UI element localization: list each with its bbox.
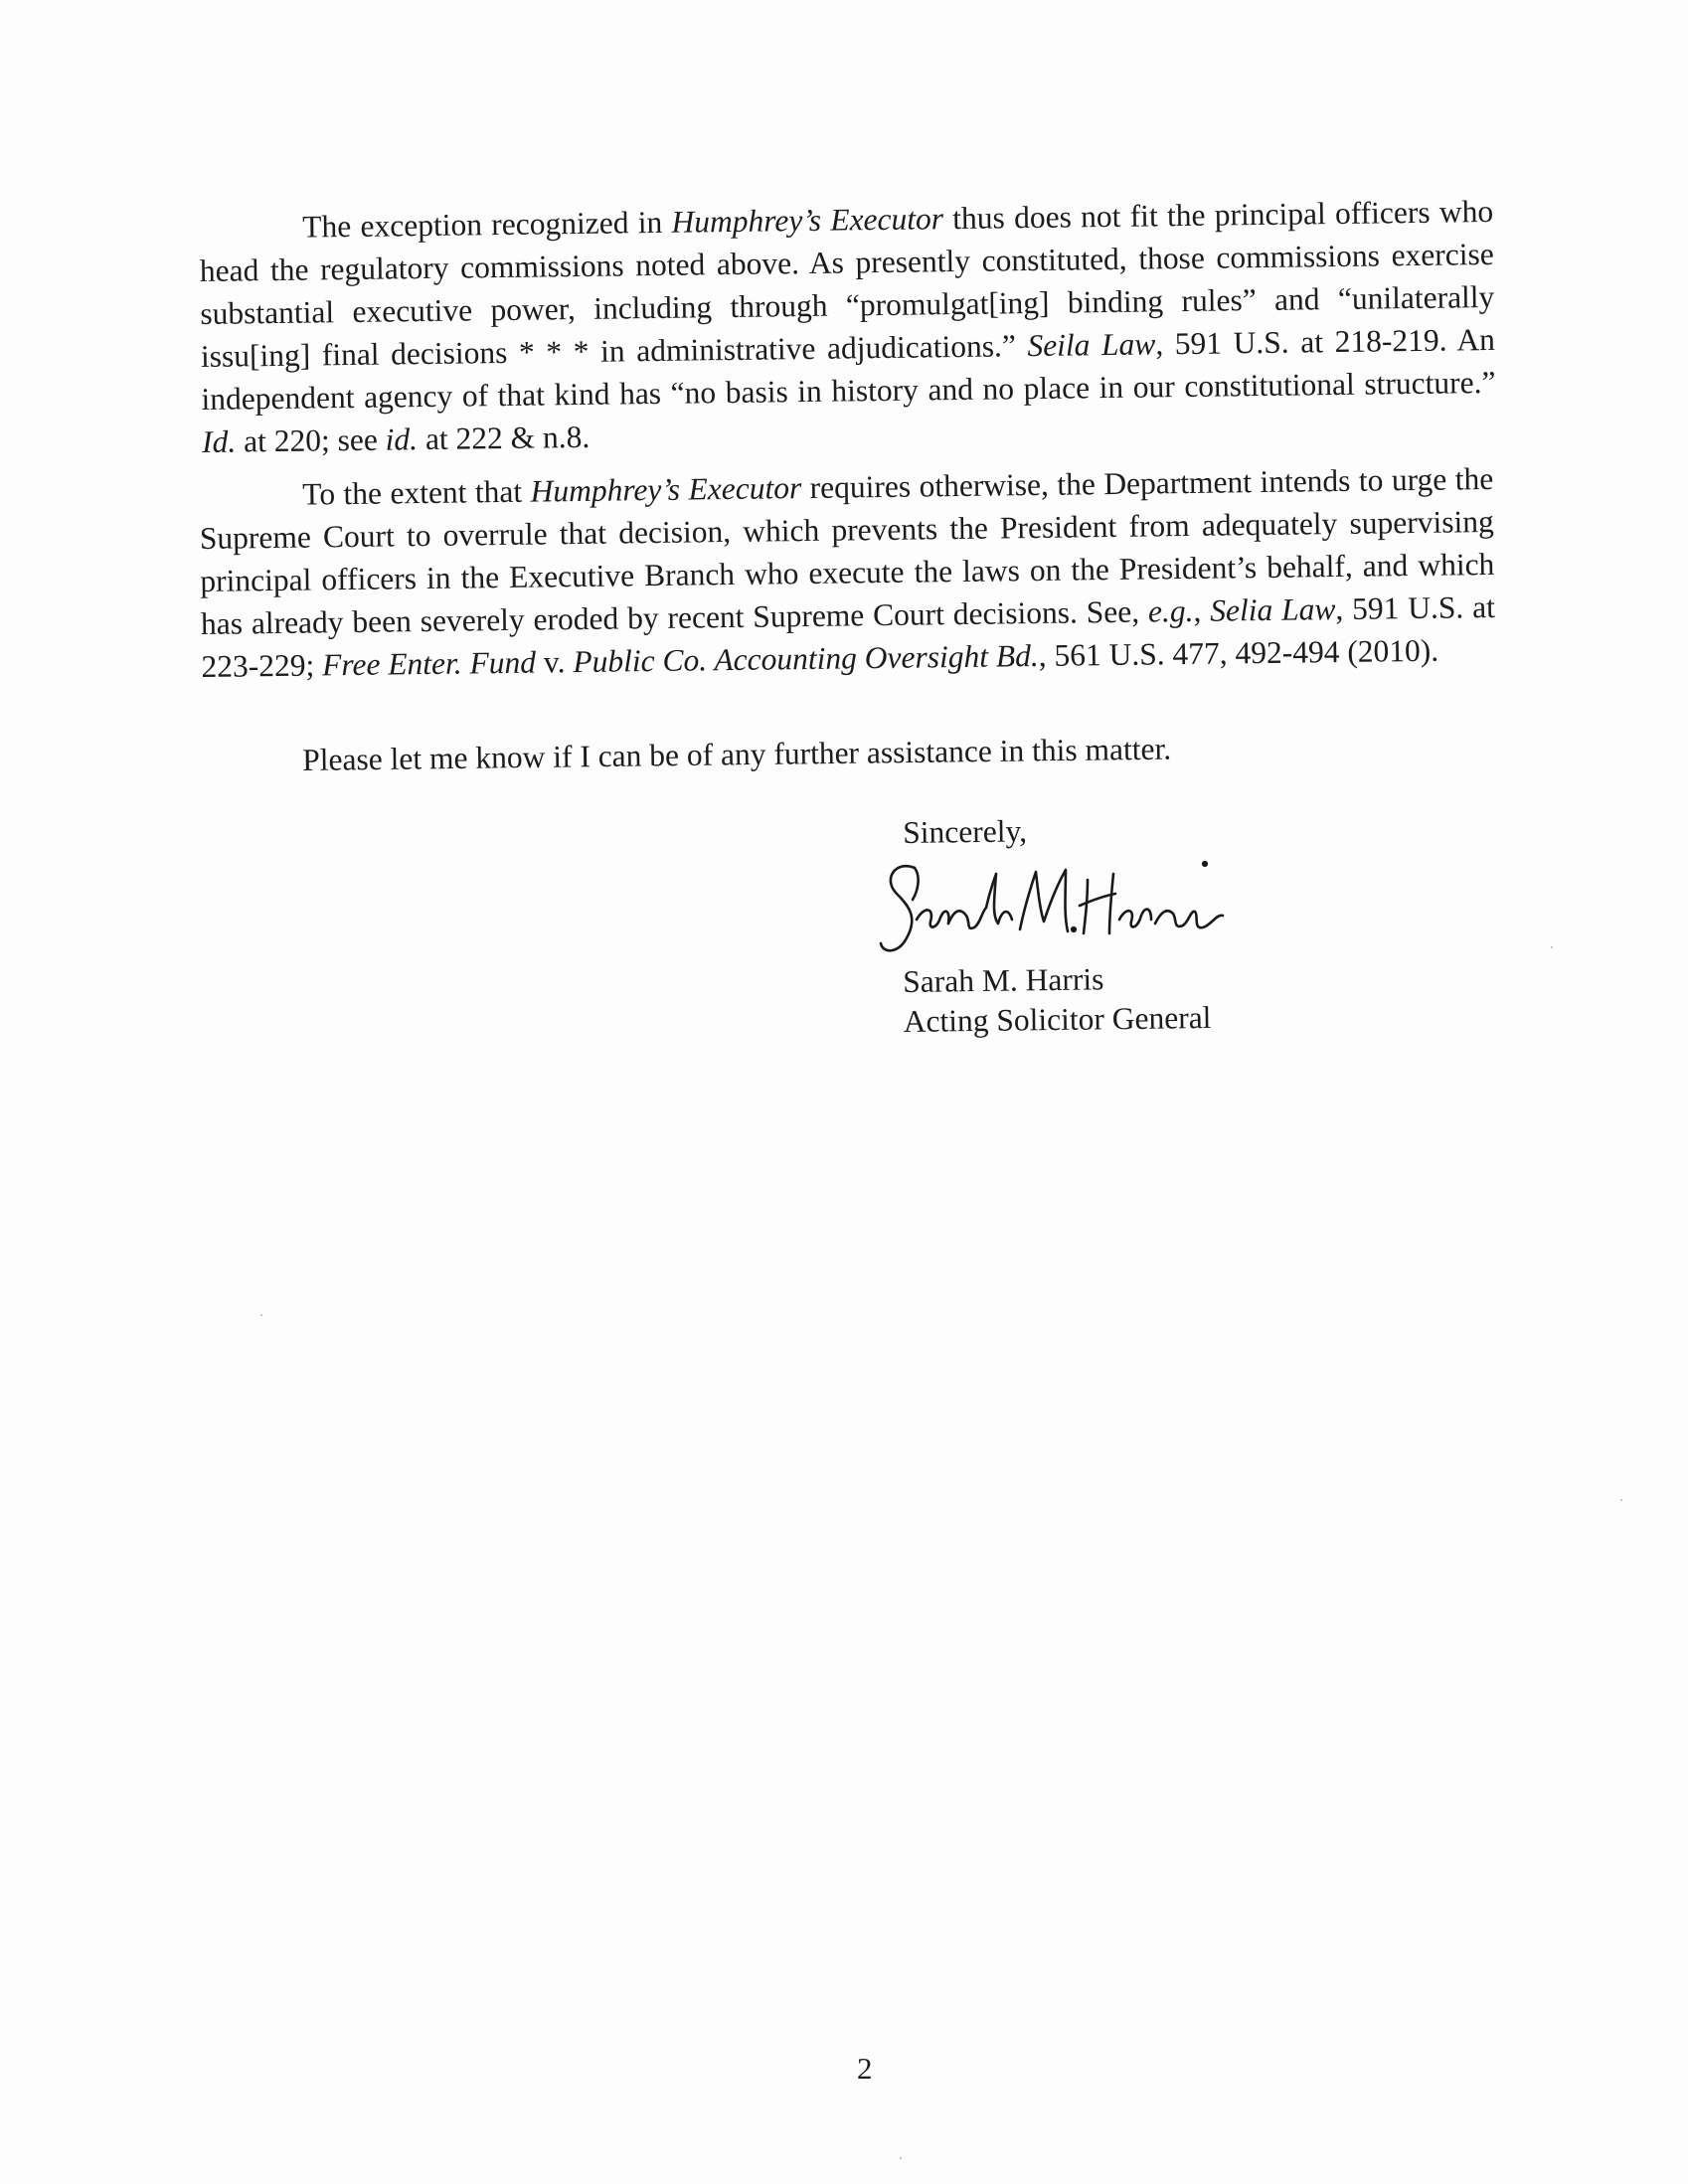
scan-speck bbox=[260, 1314, 262, 1316]
citation-italic: Public Co. Accounting Oversight Bd. bbox=[573, 637, 1039, 680]
valediction-text: Sincerely, bbox=[903, 813, 1028, 850]
paragraph-humphreys-exception bbox=[199, 190, 1496, 463]
paragraph-text: at 220; see bbox=[235, 421, 386, 459]
signatory-title: Acting Solicitor General bbox=[903, 999, 1212, 1039]
citation-italic: Humphrey’s Executor bbox=[530, 470, 802, 509]
paragraph-text: , bbox=[1193, 592, 1211, 628]
paragraph-text: The exception recognized in bbox=[302, 204, 672, 245]
citation-italic: Humphrey’s Executor bbox=[671, 201, 944, 240]
paragraph-text: , 561 U.S. 477, 492-494 (2010). bbox=[1038, 632, 1439, 673]
signatory-name: Sarah M. Harris bbox=[903, 961, 1104, 999]
signatory-block bbox=[903, 958, 1212, 1042]
valediction bbox=[903, 811, 1027, 853]
scan-speck bbox=[900, 2157, 902, 2159]
paragraph-text: , 591 U.S. at 223-229; bbox=[201, 588, 1496, 684]
citation-italic: Seila Law bbox=[1027, 326, 1156, 364]
paragraph-overrule-intent bbox=[199, 457, 1496, 688]
citation-italic: id. bbox=[385, 421, 419, 457]
handwritten-signature bbox=[875, 850, 1253, 969]
page-number: 2 bbox=[857, 2051, 873, 2086]
scan-speck bbox=[1620, 1499, 1622, 1501]
paragraph-text: at 222 & n.8. bbox=[417, 419, 591, 457]
citation-italic: Id. bbox=[201, 423, 237, 459]
paragraph-text: v. bbox=[535, 644, 574, 680]
closing-sentence: Please let me know if I can be of any further assistance in this matter. bbox=[302, 731, 1172, 777]
citation-italic: Free Enter. Fund bbox=[321, 644, 537, 683]
citation-italic: Selia Law bbox=[1209, 591, 1336, 628]
paragraph-text: thus does not fit the principal officers who head the regulatory commissions noted above. As presently constituted, those commissions exercise substantial executive power, including through “promulgat[ing] binding rules” and “unilaterally issu[ing] final decisions * * * in administrative adjudications.” bbox=[199, 193, 1495, 374]
scan-speck bbox=[1551, 946, 1553, 948]
citation-italic: e.g. bbox=[1147, 592, 1194, 629]
paragraph-text: requires otherwise, the Department intends to urge the Supreme Court to overrule that decision, which prevents the President from adequately supervising principal officers in the Executive Branch who execute the laws on the President’s behalf, and which has already been severely eroded by recent Supreme Court decisions. See, bbox=[199, 460, 1495, 641]
paragraph-text: To the extent that bbox=[302, 473, 531, 512]
paragraph-text: , 591 U.S. at 218-219. An independent agency of that kind has “no basis in history and no place in our constitutional structure.” bbox=[201, 321, 1496, 417]
